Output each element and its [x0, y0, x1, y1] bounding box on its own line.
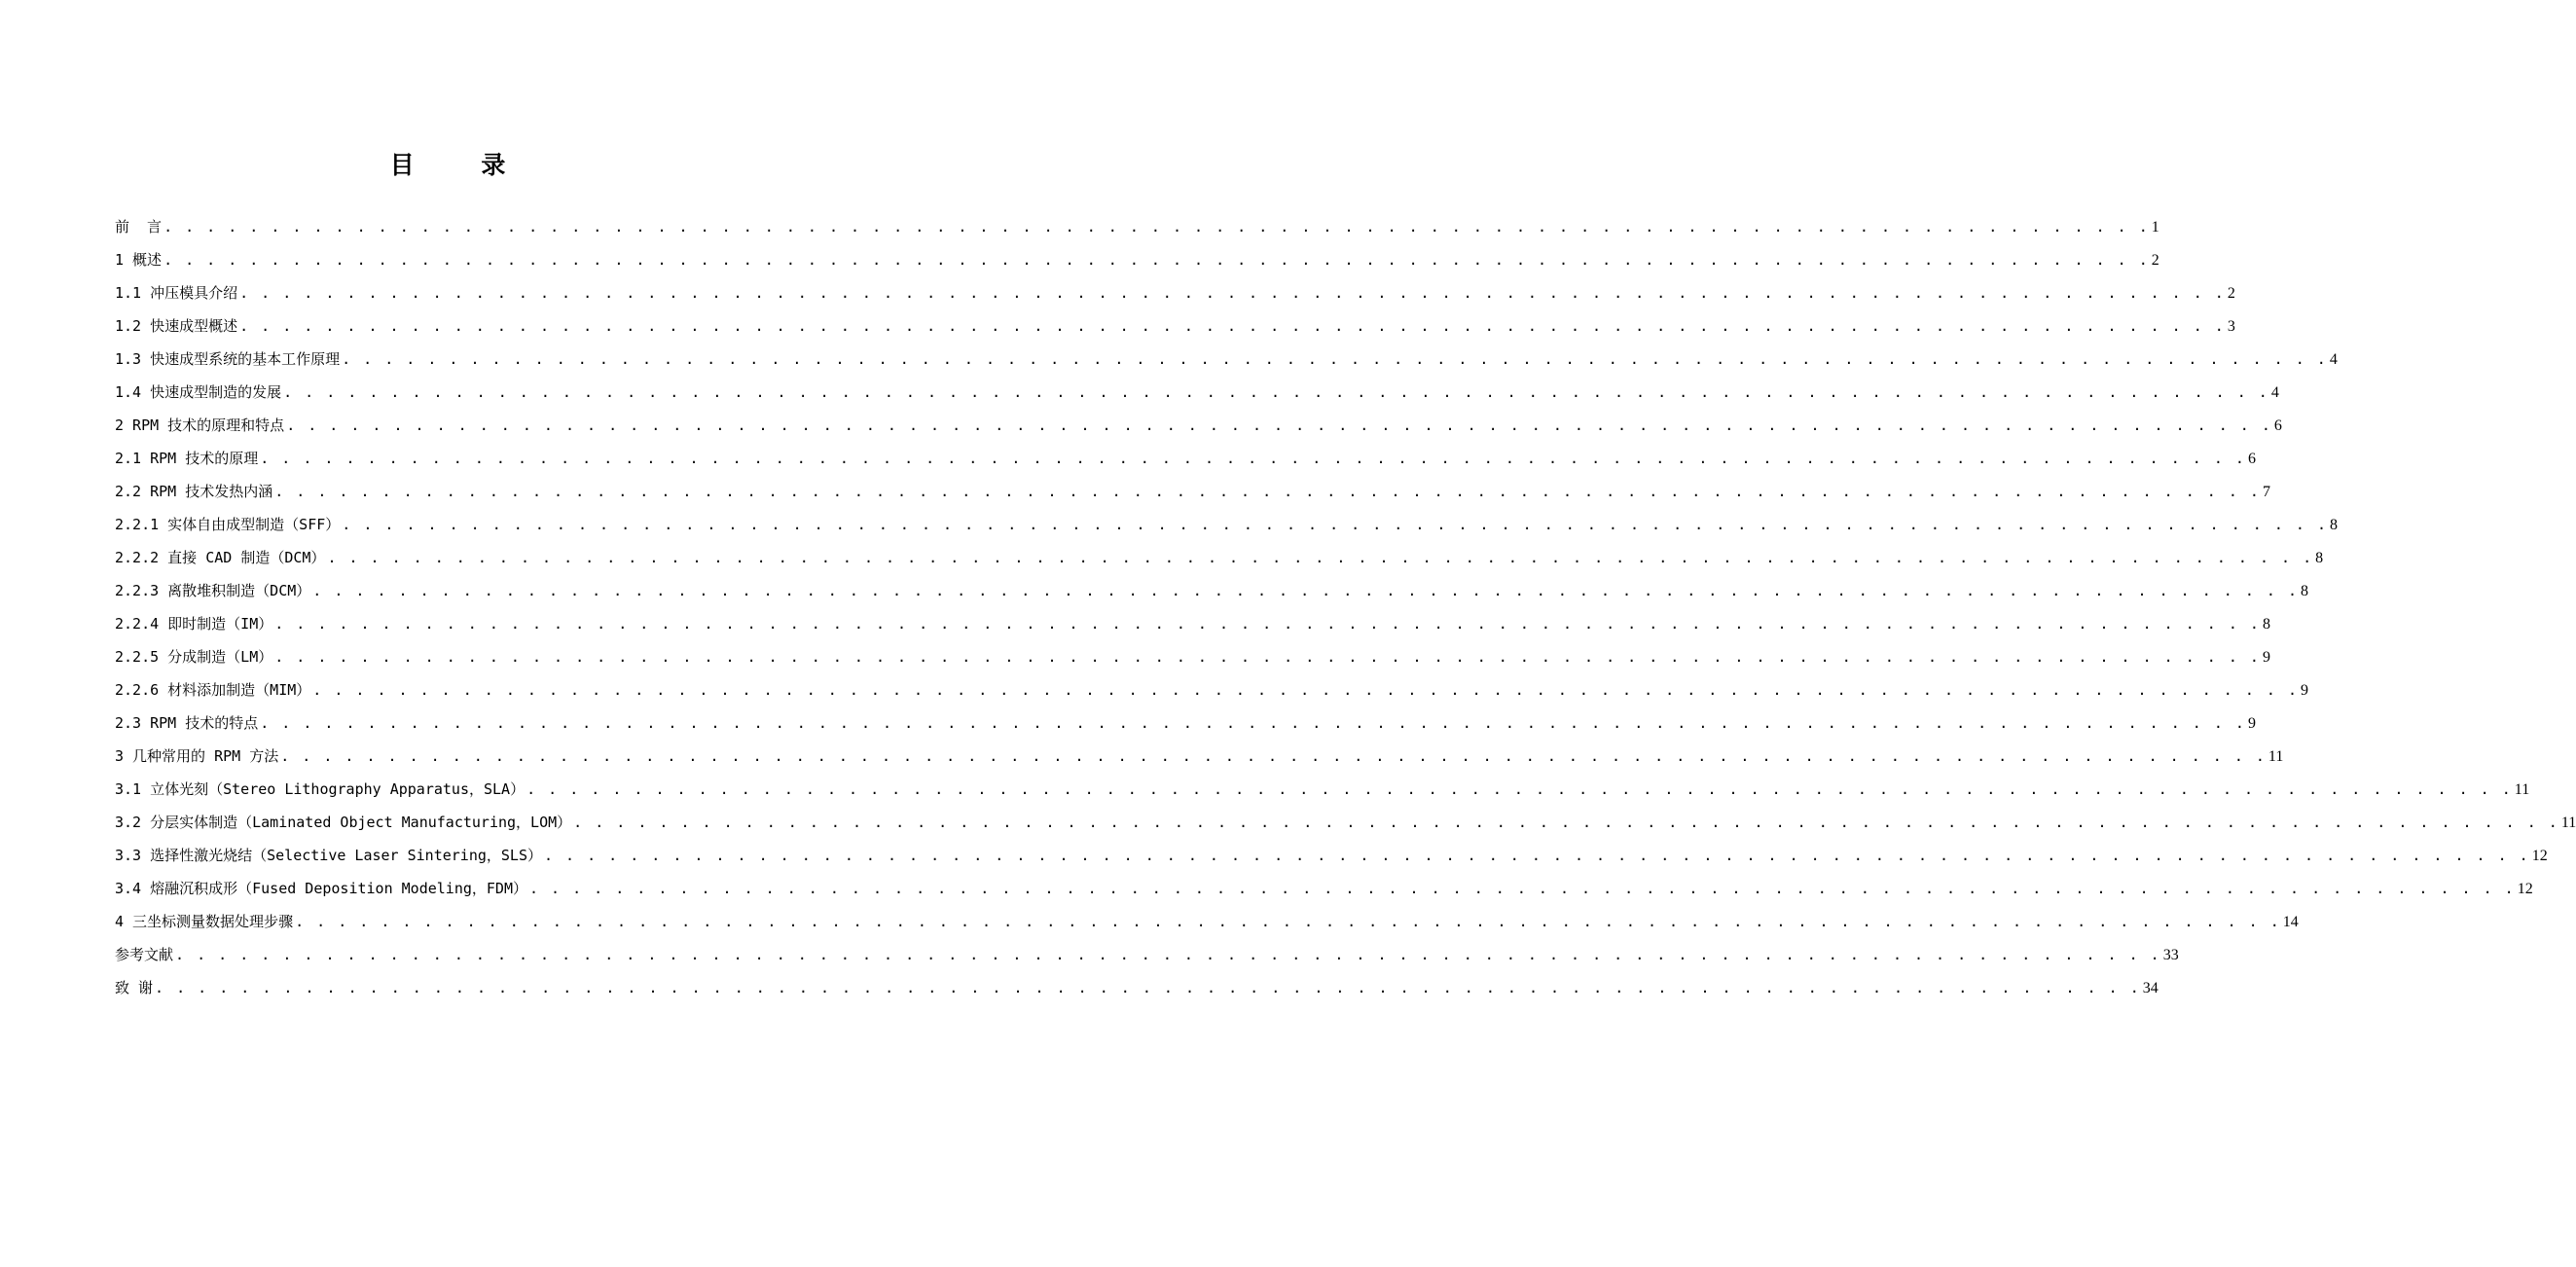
dot-leader: . . . . . . . . . . . . . . . . . . . . . . . . . . . . . . . . . . . . . . . . . . . . . . . . . . . . . . . . . . . . . . . . . . . . . . . . . . . . . . . . . . . . . . . . . . . . . — [163, 251, 2150, 269]
dot-leader: . . . . . . . . . . . . . . . . . . . . . . . . . . . . . . . . . . . . . . . . . . . . . . . . . . . . . . . . . . . . . . . . . . . . . . . . . . . . . . . . . . . . . . . . . . . . . — [260, 714, 2246, 732]
toc-entry-page-number: 8 — [2315, 550, 2324, 566]
toc-entry[interactable] — [115, 611, 2270, 644]
toc-entry-page-number: 12 — [2531, 848, 2548, 864]
toc-entry[interactable] — [115, 644, 2270, 677]
toc-entry-page-number: 34 — [2142, 980, 2159, 996]
dot-leader: . . . . . . . . . . . . . . . . . . . . . . . . . . . . . . . . . . . . . . . . . . . . . . . . . . . . . . . . . . . . . . . . . . . . . . . . . . . . . . . . . . . . . . . . . . . . . — [175, 946, 2161, 963]
toc-entry-page-number: 6 — [2273, 417, 2282, 434]
dot-leader: . . . . . . . . . . . . . . . . . . . . . . . . . . . . . . . . . . . . . . . . . . . . . . . . . . . . . . . . . . . . . . . . . . . . . . . . . . . . . . . . . . . . . . . . . . . . . — [155, 979, 2141, 996]
toc-entry-page-number: 4 — [2270, 384, 2279, 401]
dot-leader: . . . . . . . . . . . . . . . . . . . . . . . . . . . . . . . . . . . . . . . . . . . . . . . . . . . . . . . . . . . . . . . . . . . . . . . . . . . . . . . . . . . . . . . . . . . . . — [342, 516, 2328, 533]
toc-entry[interactable] — [115, 280, 2235, 313]
dot-leader: . . . . . . . . . . . . . . . . . . . . . . . . . . . . . . . . . . . . . . . . . . . . . . . . . . . . . . . . . . . . . . . . . . . . . . . . . . . . . . . . . . . . . . . . . . . . . — [529, 880, 2516, 897]
toc-entry[interactable] — [115, 446, 2256, 479]
toc-entry[interactable] — [115, 380, 2279, 413]
toc-entry-label: 1 概述 — [115, 251, 163, 269]
dot-leader: . . . . . . . . . . . . . . . . . . . . . . . . . . . . . . . . . . . . . . . . . . . . . . . . . . . . . . . . . . . . . . . . . . . . . . . . . . . . . . . . . . . . . . . . . . . . . — [295, 913, 2281, 930]
dot-leader: . . . . . . . . . . . . . . . . . . . . . . . . . . . . . . . . . . . . . . . . . . . . . . . . . . . . . . . . . . . . . . . . . . . . . . . . . . . . . . . . . . . . . . . . . . . . . — [274, 648, 2261, 666]
dot-leader: . . . . . . . . . . . . . . . . . . . . . . . . . . . . . . . . . . . . . . . . . . . . . . . . . . . . . . . . . . . . . . . . . . . . . . . . . . . . . . . . . . . . . . . . . . . . . — [312, 582, 2299, 599]
toc-entry-page-number: 3 — [2227, 318, 2235, 335]
dot-leader: . . . . . . . . . . . . . . . . . . . . . . . . . . . . . . . . . . . . . . . . . . . . . . . . . . . . . . . . . . . . . . . . . . . . . . . . . . . . . . . . . . . . . . . . . . . . . — [239, 284, 2226, 302]
dot-leader: . . . . . . . . . . . . . . . . . . . . . . . . . . . . . . . . . . . . . . . . . . . . . . . . . . . . . . . . . . . . . . . . . . . . . . . . . . . . . . . . . . . . . . . . . . . . . — [526, 780, 2513, 798]
dot-leader: . . . . . . . . . . . . . . . . . . . . . . . . . . . . . . . . . . . . . . . . . . . . . . . . . . . . . . . . . . . . . . . . . . . . . . . . . . . . . . . . . . . . . . . . . . . . . — [573, 814, 2559, 831]
toc-entry-page-number: 6 — [2247, 451, 2256, 467]
toc-entry[interactable] — [115, 479, 2270, 512]
dot-leader: . . . . . . . . . . . . . . . . . . . . . . . . . . . . . . . . . . . . . . . . . . . . . . . . . . . . . . . . . . . . . . . . . . . . . . . . . . . . . . . . . . . . . . . . . . . . . — [260, 450, 2246, 467]
toc-entry[interactable] — [115, 545, 2324, 578]
toc-entry-label: 2.2.1 实体自由成型制造（SFF） — [115, 516, 341, 533]
toc-entry-page-number: 7 — [2262, 484, 2270, 500]
dot-leader: . . . . . . . . . . . . . . . . . . . . . . . . . . . . . . . . . . . . . . . . . . . . . . . . . . . . . . . . . . . . . . . . . . . . . . . . . . . . . . . . . . . . . . . . . . . . . — [286, 416, 2272, 434]
page-title: 目 录 — [389, 151, 535, 179]
toc-entry[interactable] — [115, 942, 2179, 975]
toc-entry[interactable] — [115, 313, 2235, 346]
toc-entry-page-number: 33 — [2162, 947, 2179, 963]
toc-entry[interactable] — [115, 710, 2256, 743]
dot-leader: . . . . . . . . . . . . . . . . . . . . . . . . . . . . . . . . . . . . . . . . . . . . . . . . . . . . . . . . . . . . . . . . . . . . . . . . . . . . . . . . . . . . . . . . . . . . . — [283, 383, 2269, 401]
toc-entry-page-number: 11 — [2268, 748, 2284, 765]
dot-leader: . . . . . . . . . . . . . . . . . . . . . . . . . . . . . . . . . . . . . . . . . . . . . . . . . . . . . . . . . . . . . . . . . . . . . . . . . . . . . . . . . . . . . . . . . . . . . — [274, 483, 2261, 500]
toc-entry[interactable] — [115, 247, 2159, 280]
toc-entry-label: 2.2.4 即时制造（IM） — [115, 615, 273, 633]
toc-entry-label: 3 几种常用的 RPM 方法 — [115, 747, 279, 765]
toc-entry-label: 前 言 — [115, 218, 163, 235]
toc-entry-page-number: 9 — [2262, 649, 2270, 666]
toc-entry[interactable] — [115, 975, 2159, 1008]
toc-entry-label: 2.2 RPM 技术发热内涵 — [115, 483, 273, 500]
toc-entry-label: 2.2.5 分成制造（LM） — [115, 648, 273, 666]
toc-entry-label: 3.2 分层实体制造（Laminated Object Manufacturing，LOM） — [115, 814, 572, 831]
toc-entry-label: 3.1 立体光刻（Stereo Lithography Apparatus，SLA） — [115, 780, 526, 798]
toc-entry-page-number: 2 — [2151, 252, 2159, 269]
toc-entry[interactable] — [115, 346, 2338, 380]
dot-leader: . . . . . . . . . . . . . . . . . . . . . . . . . . . . . . . . . . . . . . . . . . . . . . . . . . . . . . . . . . . . . . . . . . . . . . . . . . . . . . . . . . . . . . . . . . . . . — [280, 747, 2267, 765]
toc-entry-page-number: 9 — [2247, 715, 2256, 732]
toc-entry-page-number: 8 — [2300, 583, 2308, 599]
dot-leader: . . . . . . . . . . . . . . . . . . . . . . . . . . . . . . . . . . . . . . . . . . . . . . . . . . . . . . . . . . . . . . . . . . . . . . . . . . . . . . . . . . . . . . . . . . . . . — [327, 549, 2314, 566]
dot-leader: . . . . . . . . . . . . . . . . . . . . . . . . . . . . . . . . . . . . . . . . . . . . . . . . . . . . . . . . . . . . . . . . . . . . . . . . . . . . . . . . . . . . . . . . . . . . . — [239, 317, 2226, 335]
toc-entry-label: 参考文献 — [115, 946, 174, 963]
toc-entry-label: 2.2.2 直接 CAD 制造（DCM） — [115, 549, 326, 566]
toc-entry-page-number: 4 — [2329, 351, 2338, 368]
dot-leader: . . . . . . . . . . . . . . . . . . . . . . . . . . . . . . . . . . . . . . . . . . . . . . . . . . . . . . . . . . . . . . . . . . . . . . . . . . . . . . . . . . . . . . . . . . . . . — [544, 847, 2530, 864]
toc-entry[interactable] — [115, 909, 2299, 942]
toc-entry[interactable] — [115, 512, 2338, 545]
toc-entry-label: 2.1 RPM 技术的原理 — [115, 450, 259, 467]
toc-entry[interactable] — [115, 214, 2159, 247]
dot-leader: . . . . . . . . . . . . . . . . . . . . . . . . . . . . . . . . . . . . . . . . . . . . . . . . . . . . . . . . . . . . . . . . . . . . . . . . . . . . . . . . . . . . . . . . . . . . . — [274, 615, 2261, 633]
table-of-contents — [115, 214, 2576, 1008]
dot-leader: . . . . . . . . . . . . . . . . . . . . . . . . . . . . . . . . . . . . . . . . . . . . . . . . . . . . . . . . . . . . . . . . . . . . . . . . . . . . . . . . . . . . . . . . . . . . . — [312, 681, 2299, 699]
toc-entry[interactable] — [115, 578, 2308, 611]
toc-entry-page-number: 9 — [2300, 682, 2308, 699]
toc-entry-label: 1.1 冲压模具介绍 — [115, 284, 238, 302]
toc-entry-page-number: 11 — [2514, 781, 2530, 798]
toc-entry[interactable] — [115, 810, 2576, 843]
toc-entry-label: 3.3 选择性激光烧结（Selective Laser Sintering，SLS） — [115, 847, 542, 864]
toc-entry-page-number: 11 — [2560, 814, 2576, 831]
toc-entry-label: 2.2.3 离散堆积制造（DCM） — [115, 582, 311, 599]
toc-entry[interactable] — [115, 413, 2282, 446]
toc-entry-page-number: 14 — [2282, 914, 2299, 930]
toc-entry-page-number: 12 — [2517, 881, 2533, 897]
toc-entry-label: 3.4 熔融沉积成形（Fused Deposition Modeling，FDM） — [115, 880, 527, 897]
toc-entry-label: 2.3 RPM 技术的特点 — [115, 714, 259, 732]
toc-entry[interactable] — [115, 677, 2308, 710]
toc-entry-page-number: 8 — [2262, 616, 2270, 633]
toc-entry[interactable] — [115, 876, 2533, 909]
dot-leader: . . . . . . . . . . . . . . . . . . . . . . . . . . . . . . . . . . . . . . . . . . . . . . . . . . . . . . . . . . . . . . . . . . . . . . . . . . . . . . . . . . . . . . . . . . . . . — [163, 218, 2150, 235]
toc-entry-page-number: 1 — [2151, 219, 2159, 235]
toc-entry[interactable] — [115, 777, 2530, 810]
toc-entry-label: 4 三坐标测量数据处理步骤 — [115, 913, 294, 930]
toc-entry-page-number: 2 — [2227, 285, 2235, 302]
dot-leader: . . . . . . . . . . . . . . . . . . . . . . . . . . . . . . . . . . . . . . . . . . . . . . . . . . . . . . . . . . . . . . . . . . . . . . . . . . . . . . . . . . . . . . . . . . . . . — [342, 350, 2328, 368]
toc-entry-label: 1.4 快速成型制造的发展 — [115, 383, 282, 401]
toc-entry[interactable] — [115, 843, 2548, 876]
toc-entry-label: 1.3 快速成型系统的基本工作原理 — [115, 350, 341, 368]
toc-entry-label: 2 RPM 技术的原理和特点 — [115, 416, 285, 434]
toc-entry[interactable] — [115, 743, 2284, 777]
toc-entry-label: 2.2.6 材料添加制造（MIM） — [115, 681, 311, 699]
toc-entry-label: 致 谢 — [115, 979, 154, 996]
toc-entry-page-number: 8 — [2329, 517, 2338, 533]
toc-entry-label: 1.2 快速成型概述 — [115, 317, 238, 335]
